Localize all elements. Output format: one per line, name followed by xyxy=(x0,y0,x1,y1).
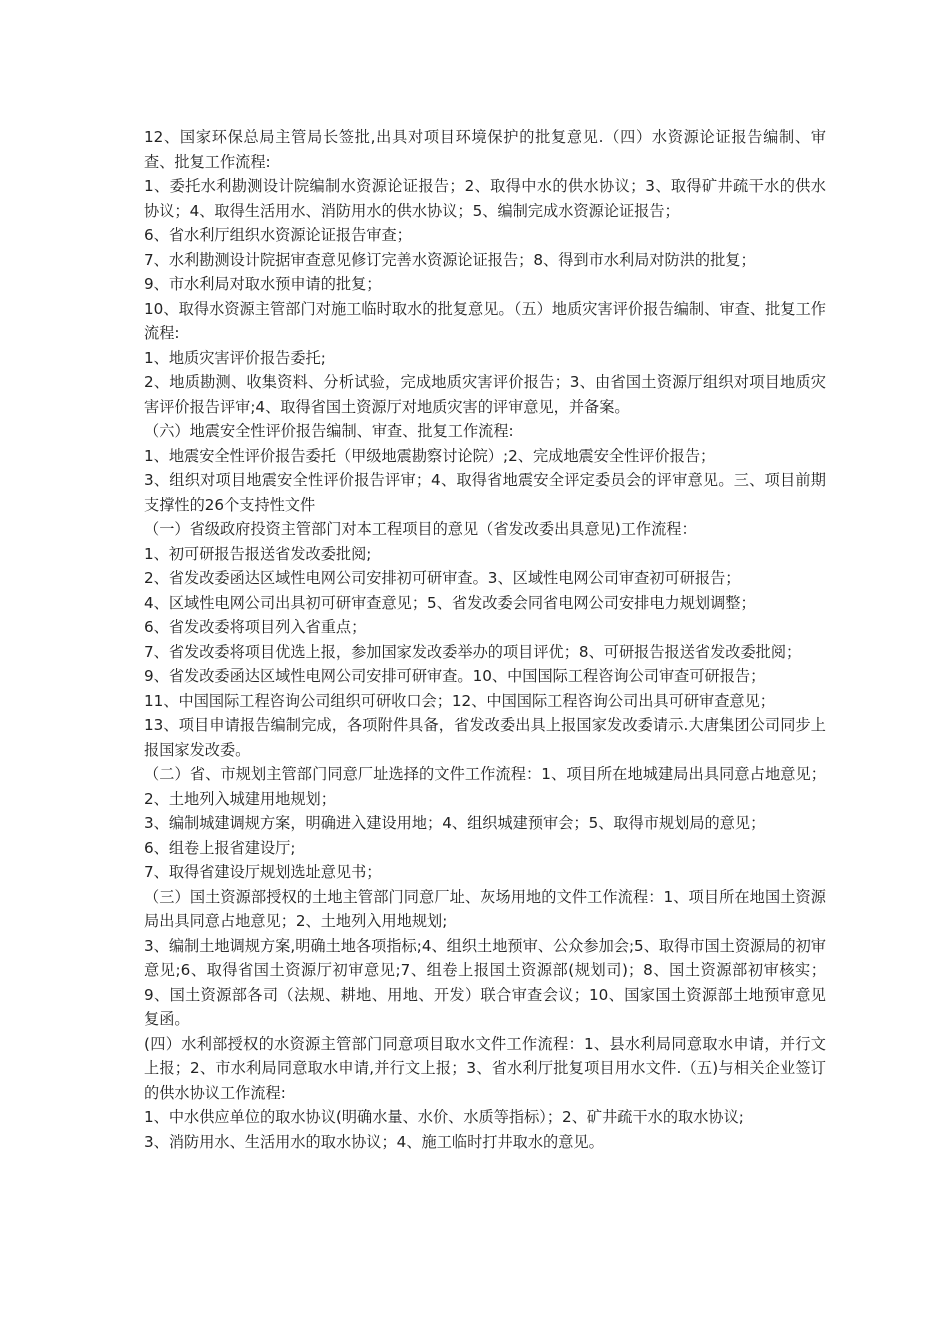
paragraph: 6、省发改委将项目列入省重点； xyxy=(144,618,367,636)
paragraph: (四）水利部授权的水资源主管部门同意项目取水文件工作流程：1、县水利局同意取水申请，并行文上报；2、市水利局同意取水申请,并行文上报；3、省水利厅批复项目用水文件.（五)与相关企业签订的供水协议工作流程: xyxy=(144,1034,826,1102)
paragraph: 7、省发改委将项目优选上报，参加国家发改委举办的项目评优；8、可研报告报送省发改委批阅； xyxy=(144,642,802,661)
paragraph: 4、区域性电网公司出具初可研审查意见；5、省发改委会同省电网公司安排电力规划调整； xyxy=(144,593,756,612)
paragraph: 11、中国国际工程咨询公司组织可研收口会；12、中国国际工程咨询公司出具可研审查意见； xyxy=(144,691,775,710)
paragraph: 7、取得省建设厅规划选址意见书； xyxy=(144,863,382,881)
paragraph: 12、国家环保总局主管局长签批,出具对项目环境保护的批复意见.（四）水资源论证报告编制、审查、批复工作流程: xyxy=(144,128,826,171)
paragraph: 2、省发改委函达区域性电网公司安排初可研审查。3、区域性电网公司审查初可研报告； xyxy=(144,569,741,587)
paragraph: 1、地震安全性评价报告委托（甲级地震勘察讨论院）;2、完成地震安全性评价报告； xyxy=(144,446,716,465)
paragraph: 3、编制城建调规方案，明确进入建设用地；4、组织城建预审会；5、取得市规划局的意见； xyxy=(144,814,766,832)
paragraph: 13、项目申请报告编制完成，各项附件具备，省发改委出具上报国家发改委请示.大唐集团公司同步上报国家发改委。 xyxy=(144,716,826,759)
paragraph: 9、省发改委函达区域性电网公司安排可研审查。10、中国国际工程咨询公司审查可研报告； xyxy=(144,667,766,685)
document-body xyxy=(144,125,826,1154)
paragraph: 2、地质勘测、收集资料、分析试验，完成地质灾害评价报告；3、由省国土资源厅组织对项目地质灾害评价报告评审;4、取得省国土资源厅对地质灾害的评审意见，并备案。 xyxy=(144,373,826,416)
paragraph: 3、编制土地调规方案,明确土地各项指标;4、组织土地预审、公众参加会;5、取得市国土资源局的初审意见;6、取得省国土资源厅初审意见;7、组卷上报国土资源部(规划司)；8、国土资源部初审核实；9、国土资源部各司（法规、耕地、用地、开发）联合审查会议；10、国家国土资源部土地预审意见复函。 xyxy=(144,936,826,1028)
paragraph: （六）地震安全性评价报告编制、审查、批复工作流程: xyxy=(144,422,514,440)
paragraph: （一）省级政府投资主管部门对本工程项目的意见（省发改委出具意见)工作流程： xyxy=(144,520,697,538)
paragraph: 6、组卷上报省建设厅; xyxy=(144,838,296,857)
paragraph: 1、初可研报告报送省发改委批阅; xyxy=(144,544,372,563)
paragraph: 10、取得水资源主管部门对施工临时取水的批复意见。（五）地质灾害评价报告编制、审查、批复工作流程: xyxy=(144,299,826,342)
paragraph: 6、省水利厅组织水资源论证报告审查； xyxy=(144,226,412,244)
paragraph: （二）省、市规划主管部门同意厂址选择的文件工作流程：1、项目所在地城建局出具同意占地意见；2、土地列入城建用地规划； xyxy=(144,765,826,808)
paragraph: 7、水利勘测设计院据审查意见修订完善水资源论证报告；8、得到市水利局对防洪的批复； xyxy=(144,250,756,269)
paragraph: （三）国土资源部授权的土地主管部门同意厂址、灰场用地的文件工作流程：1、项目所在地国土资源局出具同意占地意见；2、土地列入用地规划; xyxy=(144,887,826,930)
paragraph: 1、地质灾害评价报告委托; xyxy=(144,348,326,367)
paragraph: 1、委托水利勘测设计院编制水资源论证报告；2、取得中水的供水协议；3、取得矿井疏干水的供水协议；4、取得生活用水、消防用水的供水协议；5、编制完成水资源论证报告； xyxy=(144,177,826,220)
paragraph: 9、市水利局对取水预申请的批复； xyxy=(144,275,382,293)
paragraph: 3、组织对项目地震安全性评价报告评审；4、取得省地震安全评定委员会的评审意见。三、项目前期支撑性的26个支持性文件 xyxy=(144,471,826,514)
paragraph: 1、中水供应单位的取水协议(明确水量、水价、水质等指标）；2、矿井疏干水的取水协议; xyxy=(144,1108,744,1126)
paragraph: 3、消防用水、生活用水的取水协议；4、施工临时打井取水的意见。 xyxy=(144,1132,604,1151)
